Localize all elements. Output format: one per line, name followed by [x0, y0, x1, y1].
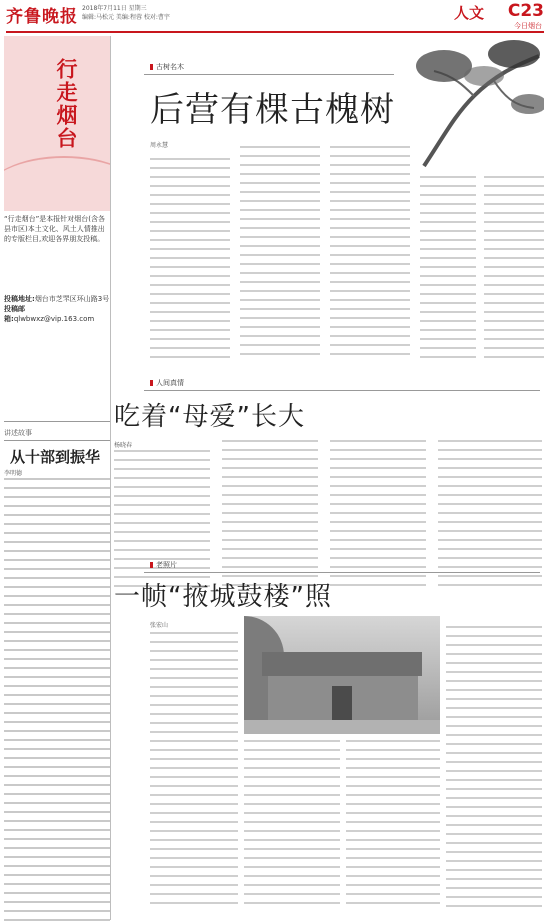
tag-underline — [144, 390, 540, 391]
column-intro: “行走烟台”是本报针对烟台(含各县市区)本土文化、风土人情推出的专版栏目,欢迎各界朋友投稿。 — [4, 215, 105, 243]
tag-underline — [144, 572, 540, 573]
column-banner — [4, 36, 110, 211]
article-headline: 后营有棵古槐树 — [150, 90, 395, 130]
issue-meta — [82, 4, 170, 22]
article-body-col1 — [150, 632, 238, 916]
sidebar — [4, 36, 110, 920]
article-byline: 周永慧 — [150, 142, 169, 149]
sidebar-article-body — [4, 478, 110, 924]
photo-ground — [244, 720, 440, 734]
article-body-col4 — [438, 440, 542, 600]
sidebar-divider — [4, 421, 110, 422]
contact-address: 烟台市芝罘区环山路3号 — [34, 295, 110, 303]
article-body-col5 — [484, 176, 544, 368]
contact-address-label: 投稿地址: — [4, 295, 35, 303]
article-body-col3 — [346, 740, 440, 916]
banner-title: 行走烟台 — [54, 58, 79, 150]
tag-underline — [144, 74, 394, 75]
article-tag: 古树名木 — [150, 62, 184, 72]
masthead — [0, 0, 550, 34]
contact-email: qlwbwxz@vip.163.com — [13, 315, 95, 323]
article-body-col4 — [420, 176, 476, 368]
article-tag: 人间真情 — [150, 378, 184, 388]
sidebar-column-tag: 讲述故事 — [4, 428, 110, 441]
issue-date: 2018年7月11日 星期三 — [82, 5, 147, 12]
page-number: C23 — [507, 1, 544, 21]
sidebar-byline: 李明德 — [4, 470, 23, 477]
article-body-col3 — [330, 440, 426, 600]
article-body-col2 — [244, 740, 340, 916]
main-content — [114, 36, 544, 920]
article-headline: 一帧“掖城鼓楼”照 — [114, 582, 332, 612]
editor-credits: 编辑:马松元 美编:程蓉 校对:曹宇 — [82, 14, 170, 21]
contact-info — [4, 294, 110, 324]
section-title: 人文 — [453, 4, 484, 22]
newspaper-logo: 齐鲁晚报 — [6, 7, 78, 27]
section-subtitle: 今日烟台 — [514, 22, 542, 30]
sidebar-headline: 从十部到振华 — [10, 448, 101, 466]
photo-roof — [262, 652, 422, 676]
article-body-col2 — [240, 146, 320, 368]
photo-gate — [332, 686, 352, 720]
banner-decoration — [4, 156, 110, 211]
article-tag: 老照片 — [150, 560, 177, 570]
masthead-rule — [6, 31, 544, 33]
article-body-col3 — [330, 146, 410, 368]
column-divider — [110, 36, 111, 920]
drum-tower-photo — [244, 616, 440, 734]
article-byline: 杨晓春 — [114, 442, 133, 449]
article-body-col1 — [150, 158, 230, 368]
article-byline: 张宏山 — [150, 622, 169, 629]
contact-email-label: 投稿邮箱: — [4, 305, 25, 323]
article-headline: 吃着“母爱”长大 — [114, 402, 305, 432]
article-body-col4 — [446, 626, 542, 916]
ink-tree-illustration — [404, 36, 544, 172]
